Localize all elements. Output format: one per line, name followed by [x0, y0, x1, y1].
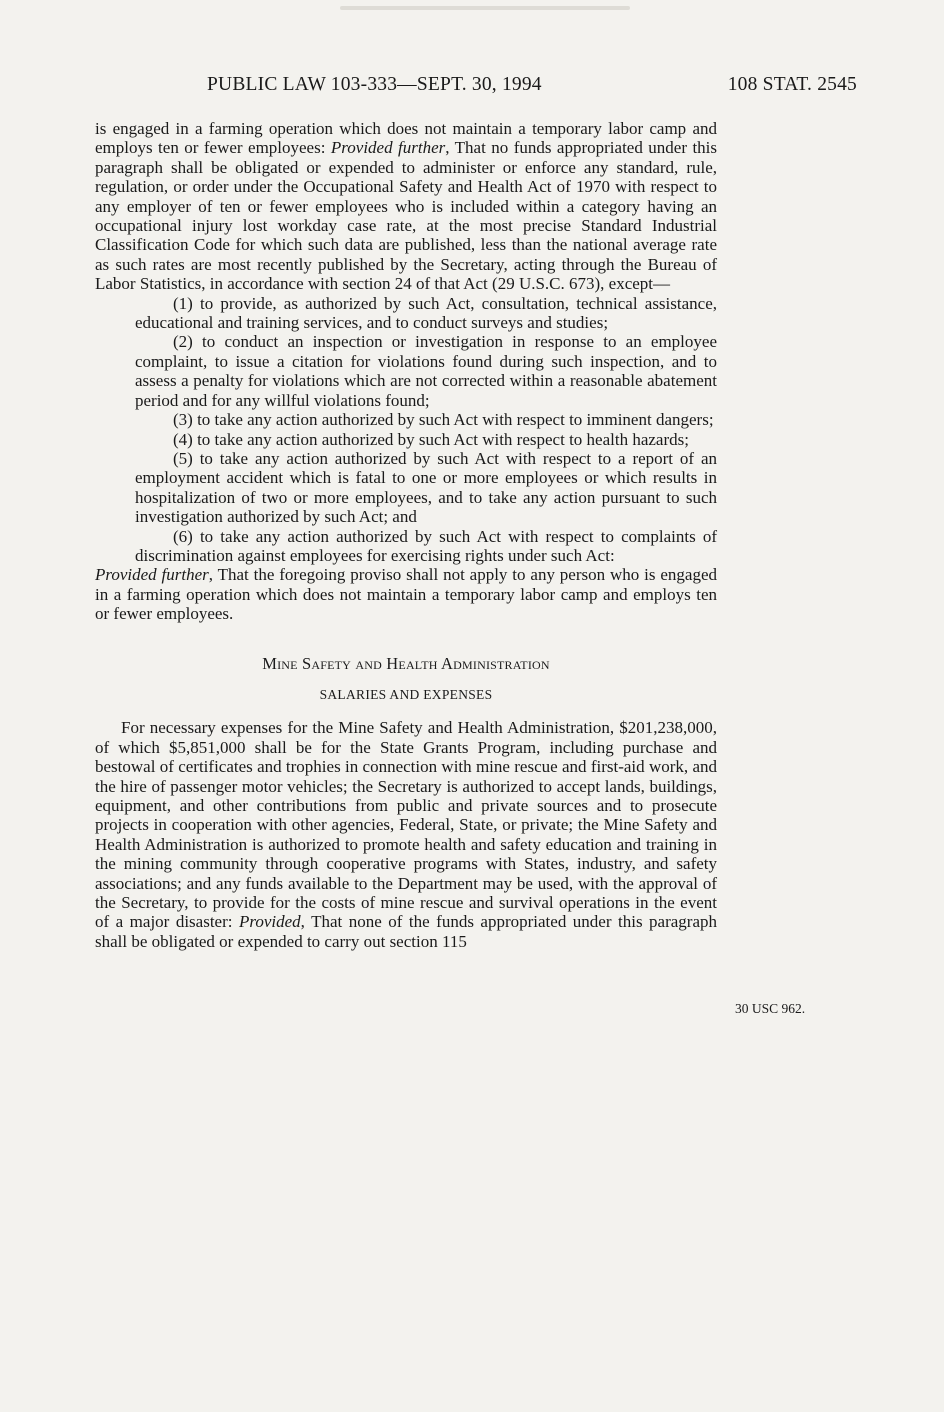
appropriation-paragraph: [95, 718, 717, 951]
scan-smudge: [340, 6, 630, 10]
list-item: (4) to take any action authorized by such Act with respect to health hazards;: [173, 429, 689, 449]
list-item: (5) to take any action authorized by such Act with respect to a report of an employment accident which is fatal to one or more employees or which results in hospitalization of two or more employees, and to take any action pursuant to such investigation authorized by such Act; and: [135, 448, 717, 527]
stat-page-number: 108 STAT. 2545: [727, 74, 857, 95]
text-run: , That the foregoing proviso shall not apply to any person who is engaged in a farming operation which does not maintain a temporary labor camp and employs ten or fewer employees.: [95, 565, 717, 624]
public-law-citation: PUBLIC LAW 103-333—SEPT. 30, 1994: [207, 74, 542, 95]
proviso-paragraph: [95, 565, 717, 623]
italic-proviso: Provided: [238, 912, 301, 932]
paragraph-continuation: [95, 119, 717, 294]
list-item: (1) to provide, as authorized by such Act, consultation, technical assistance, educational and training services, and to conduct surveys and studies;: [135, 293, 717, 333]
section-heading: Mine Safety and Health Administration: [262, 653, 550, 673]
text-run: For necessary expenses for the Mine Safety and Health Administration, $201,238,000, of which $5,851,000 shall be for the State Grants Program, including purchase and bestowal of certificates and trophies in connection with mine rescue and first-aid work, and the hire of passenger motor vehicles; the Secretary is authorized to accept lands, buildings, equipment, and other contributions from public and private sources and to prosecute projects in cooperation with other agencies, Federal, State, or private; the Mine Safety and Health Administration is authorized to promote health and safety education and training in the mining community through cooperative programs with States, industry, and safety associations; and any funds available to the Department may be used, with the approval of the Secretary, to provide for the costs of mine rescue and survival operations in the event of a major disaster:: [95, 718, 717, 932]
margin-note: 30 USC 962.: [735, 1001, 806, 1016]
page-body: [95, 119, 717, 951]
list-item: (2) to conduct an inspection or investigation in response to an employee complaint, to issue a citation for violations found during such inspection, and to assess a penalty for violations which are not corrected within a reasonable abatement period and for any willful violations found;: [135, 332, 717, 410]
text-run: , That none of the funds appropriated under this paragraph shall be obligated or expended to carry out section 115: [95, 912, 718, 951]
list-item: (3) to take any action authorized by such Act with respect to imminent dangers;: [173, 410, 714, 430]
text-run: , That no funds appropriated under this paragraph shall be obligated or expended to administer or enforce any standard, rule, regulation, or order under the Occupational Safety and Health Act of 1970 with respect to any employer of ten or fewer employees who is included within a category having an occupational injury lost workday case rate, at the most precise Standard Industrial Classification Code for which such data are published, less than the national average rate as such rates are most recently published by the Secretary, acting through the Bureau of Labor Statistics, in accordance with section 24 of that Act (29 U.S.C. 673), except—: [95, 138, 718, 294]
section-subheading: SALARIES AND EXPENSES: [319, 686, 493, 702]
italic-proviso: Provided further: [95, 565, 209, 585]
text-run: is engaged in a farming operation which does not maintain a temporary labor camp and employs ten or fewer employees:: [95, 119, 717, 158]
page-header: [95, 74, 857, 104]
list-item: (6) to take any action authorized by such Act with respect to complaints of discrimination against employees for exercising rights under such Act:: [135, 526, 717, 565]
italic-proviso: Provided further: [330, 138, 446, 158]
